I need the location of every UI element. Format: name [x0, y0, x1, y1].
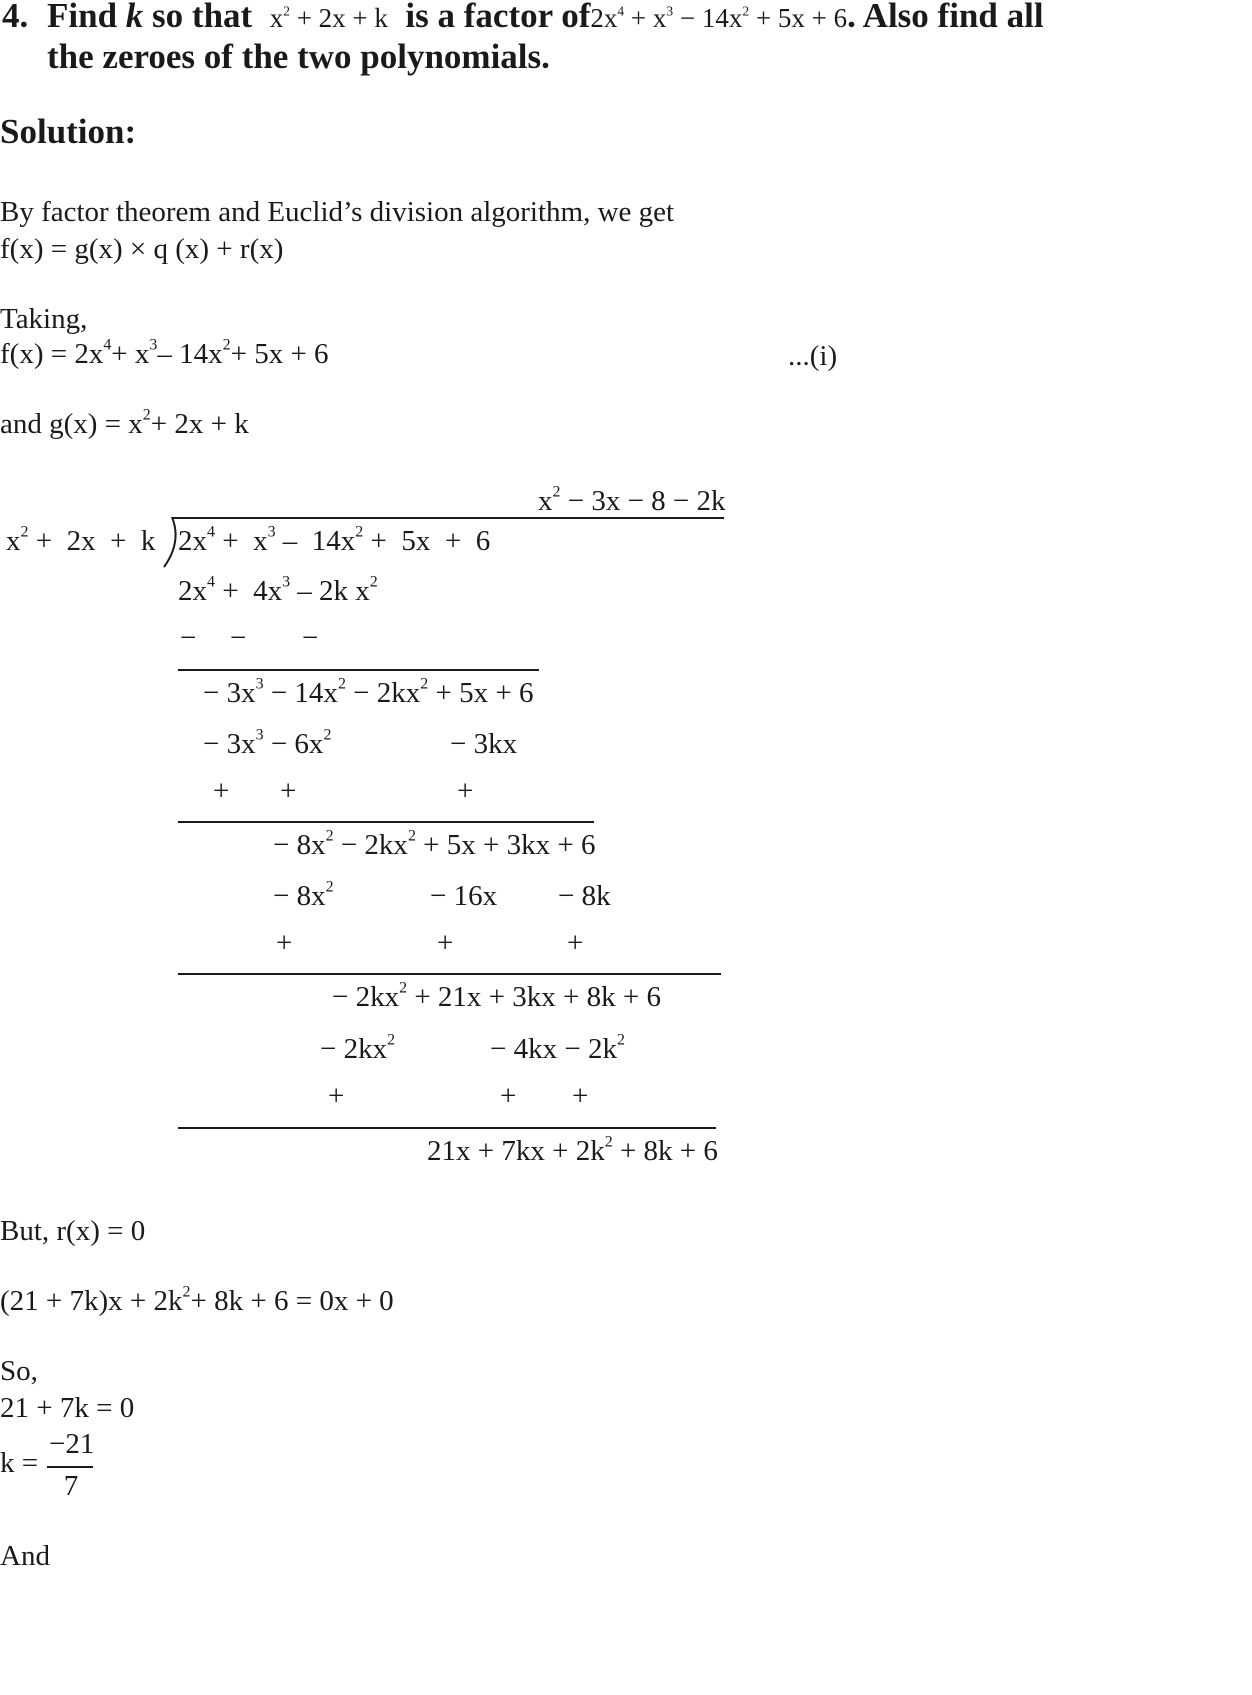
final-remainder: $21x + 7kx + 2k^2 + 8k + 6$ — [427, 1133, 718, 1167]
step4-sign: + — [328, 1080, 345, 1112]
question-line-2: the zeroes of the two polynomials. — [47, 37, 550, 76]
f-definition: $f(x) = 2x^4+ x^3-$ $14x^2+ 5x + 6$ — [0, 336, 329, 370]
question-also: . Also find all — [847, 0, 1044, 35]
question-number: 4. — [2, 0, 29, 35]
question-dividend-math: $2x^4 + x^3 - 14x^2 + 5x + 6$ — [590, 3, 848, 33]
text-and: And — [0, 1540, 50, 1572]
step3-rule — [178, 973, 721, 975]
text-so: So, — [0, 1355, 38, 1387]
step3-subtrahend-c: − 8k — [558, 880, 611, 912]
remainder-3: − $2kx^2 + 21x + 3kx + 8k + 6$ — [332, 979, 661, 1013]
division-quotient: $x^2 - 3x - 8 - 2k$ — [538, 483, 726, 517]
step3-sign: + — [567, 927, 584, 959]
g-definition: and $g(x) = x^2+ 2x + k$ — [0, 406, 249, 440]
step3-subtrahend-a: − $8x^2$ — [273, 878, 334, 912]
step2-rule — [178, 821, 594, 823]
remainder-equation: $(21 + 7k)x + 2k^2+ 8k + 6 = 0x + 0$ — [0, 1283, 394, 1317]
division-dividend: $2x^4 + x^3 - 14x^2 + 5x + 6$ — [178, 523, 491, 557]
text-line-2: f(x) = g(x) × q (x) + r(x) — [0, 233, 284, 265]
k-label: k = — [0, 1447, 39, 1479]
step2-sign: + — [213, 775, 230, 807]
step3-sign: + — [437, 927, 454, 959]
step3-subtrahend-b: − 16x — [430, 880, 498, 912]
question-divisor-math: $x^2 + 2x + k$ — [269, 3, 388, 33]
step1-sign: − — [230, 622, 247, 654]
division-divisor: $x^2 + 2x + k$ — [6, 523, 156, 557]
question-factor-of: is a factor of — [405, 0, 591, 35]
r-equals-zero: But, r(x) = 0 — [0, 1215, 146, 1247]
question-find: Find — [47, 0, 118, 35]
step1-subtrahend: $2x^4 + 4x^3 - 2k$ $x^2$ — [178, 573, 378, 607]
equation-reference: ...(i) — [788, 340, 838, 372]
step4-subtrahend-b: − $4kx - 2k^2$ — [490, 1031, 625, 1065]
step4-rule — [178, 1127, 716, 1129]
solution-heading: Solution: — [0, 112, 137, 151]
step2-subtrahend-a: − $3x^3 - 6x^2$ — [203, 726, 332, 760]
fraction-numerator: −21 — [49, 1428, 95, 1460]
step4-sign: + — [572, 1080, 589, 1112]
text-taking: Taking, — [0, 303, 88, 335]
question-k: k — [125, 0, 144, 35]
coefficient-equation: 21 + 7k = 0 — [0, 1392, 135, 1424]
step1-rule — [178, 669, 539, 671]
division-bracket — [160, 515, 180, 569]
step2-sign: + — [280, 775, 297, 807]
remainder-2: − $8x^2 - 2kx^2 + 5x + 3kx + 6$ — [273, 827, 596, 861]
step4-subtrahend-a: − $2kx^2$ — [320, 1031, 396, 1065]
step2-subtrahend-b: − 3kx — [450, 728, 518, 760]
fraction-bar — [47, 1466, 93, 1468]
step1-sign: − — [180, 622, 197, 654]
fraction-denominator: 7 — [63, 1470, 79, 1502]
division-top-rule — [172, 517, 724, 519]
step3-sign: + — [276, 927, 293, 959]
step2-sign: + — [457, 775, 474, 807]
step4-sign: + — [500, 1080, 517, 1112]
text-line-1: By factor theorem and Euclid’s division algorithm, we get — [0, 196, 675, 228]
remainder-1: − $3x^3 - 14x^2 - 2kx^2 + 5x + 6$ — [203, 675, 534, 709]
question-line-1 — [47, 0, 1044, 36]
step1-sign: − — [302, 622, 319, 654]
question-so-that: so that — [152, 0, 253, 35]
